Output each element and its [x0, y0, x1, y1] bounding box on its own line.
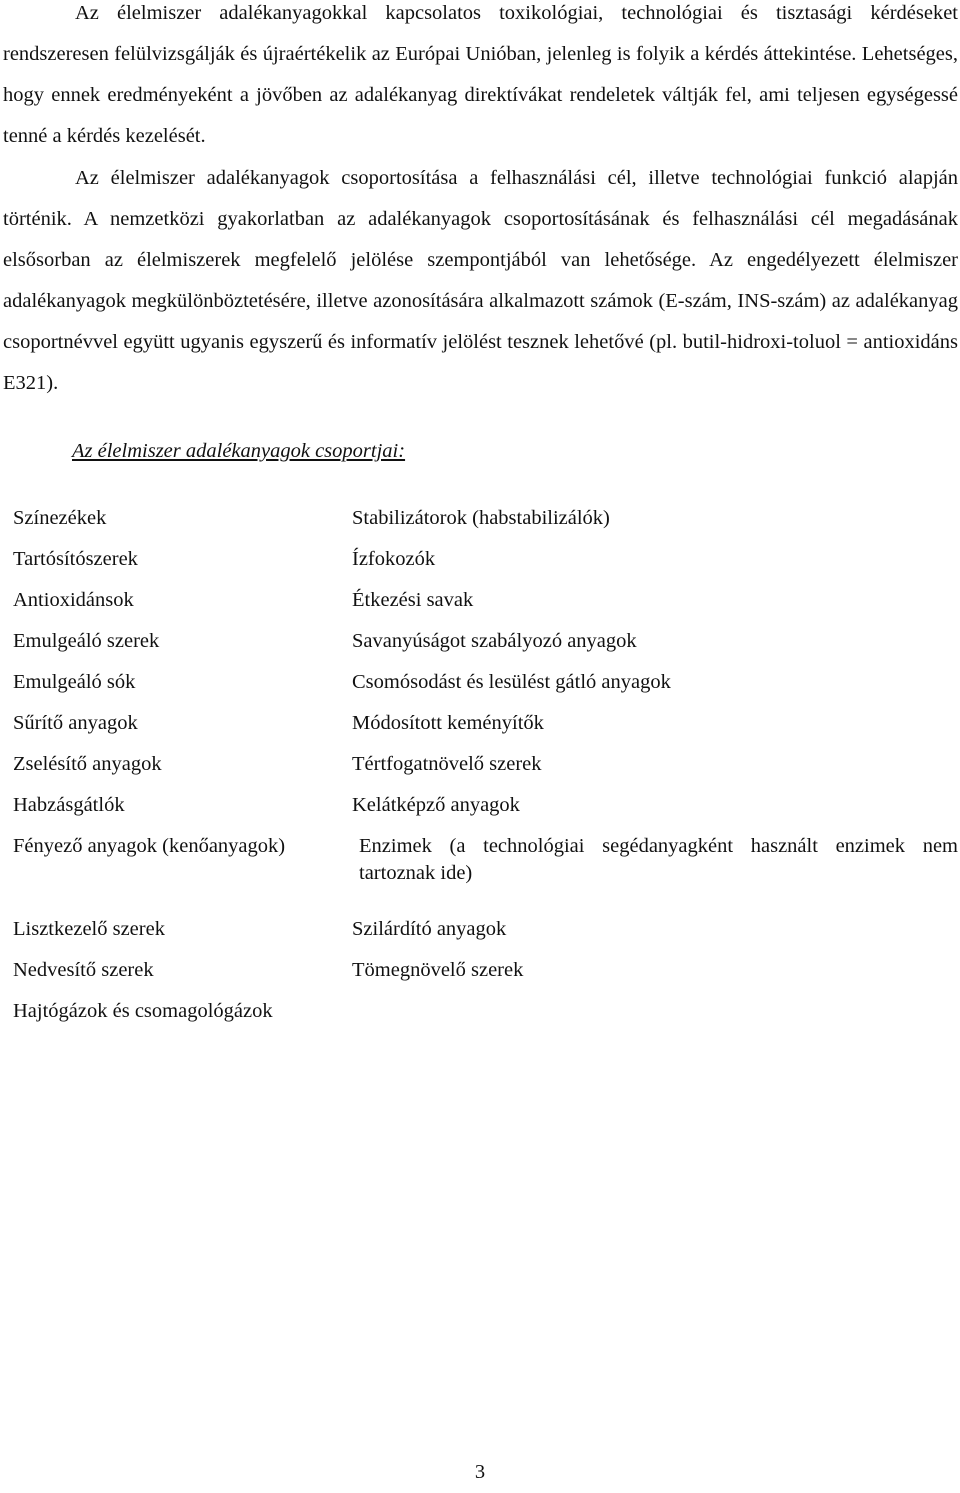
- list-item: Szilárdító anyagok: [352, 918, 507, 940]
- paragraph-additive-grouping: Az élelmiszer adalékanyagok csoportosítása a felhasználási cél, illetve technológiai funkció alapján történik. A nemzetközi gyakorlatban az adalékanyagok csoportosításának és felhasználási cél megadásának elsősorban az élelmiszerek megfelelő jelölése szempontjából van lehetősége. Az engedélyezett élelmiszer adalékanyagok megkülönböztetésére, illetve azonosítására alkalmazott számok (E-szám, INS-szám) az adalékanyag csoportnévvel együtt ugyanis egyszerű és informatív jelölést tesznek lehetővé (pl. butil-hidroxi-toluol = antioxidáns E321).: [3, 167, 958, 394]
- list-item: Kelátképző anyagok: [352, 794, 520, 816]
- list-item: Habzásgátlók: [13, 794, 125, 816]
- list-item: Antioxidánsok: [13, 589, 134, 611]
- list-item: Zselésítő anyagok: [13, 753, 162, 775]
- list-item: Színezékek: [13, 507, 107, 529]
- list-item: Csomósodást és lesülést gátló anyagok: [352, 671, 671, 693]
- list-item: Emulgeáló sók: [13, 671, 136, 693]
- list-item: Fényező anyagok (kenőanyagok): [13, 835, 286, 857]
- list-item: Tömegnövelő szerek: [352, 959, 524, 981]
- list-item: Enzimek (a technológiai segédanyagként használt enzimek nem tartoznak ide): [359, 835, 958, 884]
- list-item: Hajtógázok és csomagológázok: [13, 1000, 273, 1022]
- list-item: Tartósítószerek: [13, 548, 138, 570]
- list-item: Nedvesítő szerek: [13, 959, 154, 981]
- additive-groups-left-column: [13, 498, 343, 1032]
- list-item: Tértfogatnövelő szerek: [352, 753, 542, 775]
- additive-groups-right-column: [352, 498, 958, 991]
- page-number: 3: [474, 1461, 486, 1483]
- section-heading: Az élelmiszer adalékanyagok csoportjai:: [72, 440, 406, 462]
- list-item: Ízfokozók: [352, 548, 436, 570]
- list-item: Lisztkezelő szerek: [13, 918, 165, 940]
- paragraph-additive-review: Az élelmiszer adalékanyagokkal kapcsolatos toxikológiai, technológiai és tisztasági kérdéseket rendszeresen felülvizsgálják és újraértékelik az Európai Unióban, jelenleg is folyik a kérdés áttekintése. Lehetséges, hogy ennek eredményeként a jövőben az adalékanyag direktívákat rendeletek váltják fel, ami teljesen egységessé tenné a kérdés kezelését.: [3, 2, 958, 147]
- list-item: Sűrítő anyagok: [13, 712, 138, 734]
- list-item: Módosított keményítők: [352, 712, 544, 734]
- list-item: Savanyúságot szabályozó anyagok: [352, 630, 637, 652]
- list-item: Étkezési savak: [352, 589, 474, 611]
- list-item: Stabilizátorok (habstabilizálók): [352, 507, 610, 529]
- list-item: Emulgeáló szerek: [13, 630, 160, 652]
